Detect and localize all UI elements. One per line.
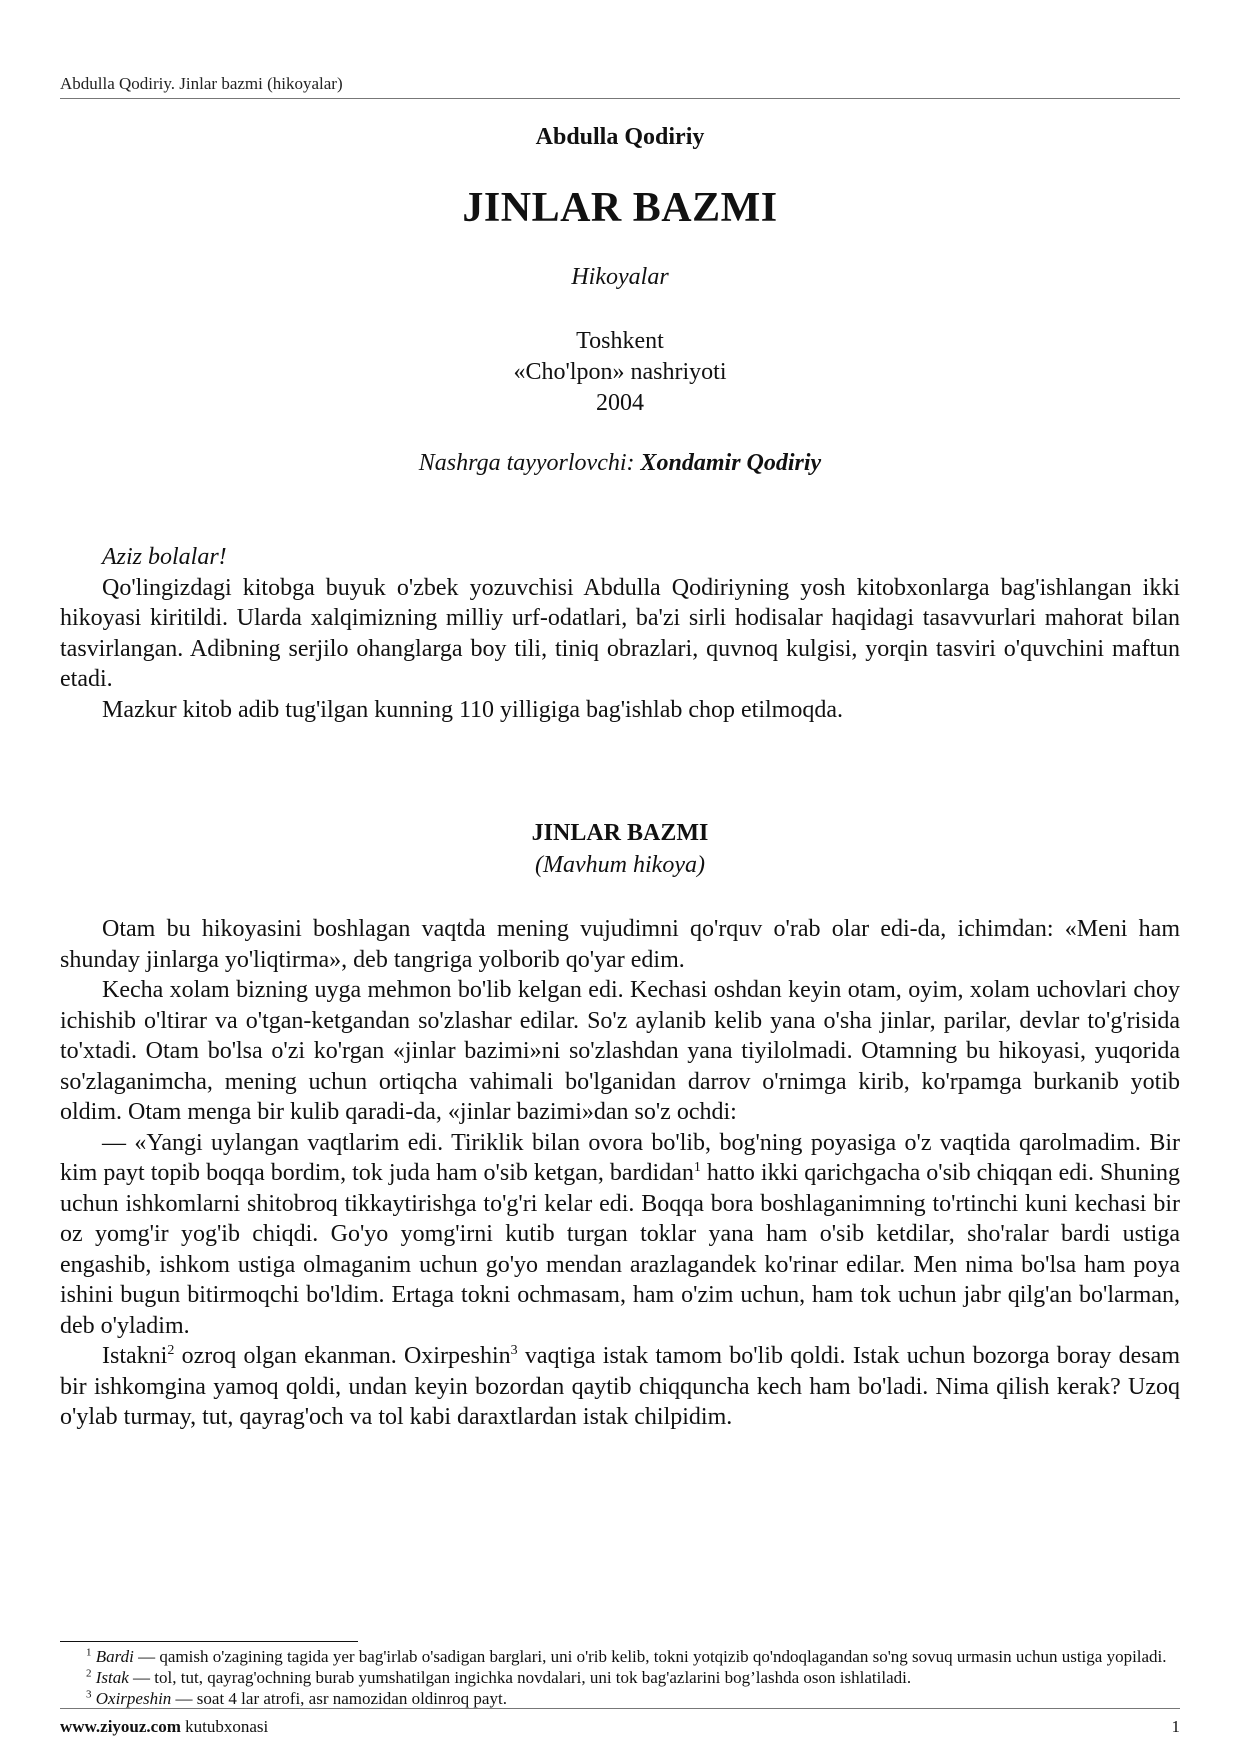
page-number: 1 bbox=[1171, 1717, 1180, 1736]
intro-greeting: Aziz bolalar! bbox=[102, 544, 227, 570]
footnote bbox=[60, 1646, 1180, 1667]
footnote-ref[interactable]: 1 bbox=[693, 1160, 701, 1175]
story-paragraph bbox=[60, 1341, 1180, 1433]
footnote bbox=[60, 1688, 1180, 1709]
footer-source bbox=[60, 1717, 268, 1737]
footer-label: kutubxonasi bbox=[180, 1717, 269, 1736]
publisher: «Cho'lpon» nashriyoti bbox=[513, 359, 727, 385]
footnote-term: Bardi bbox=[95, 1647, 134, 1666]
footnote-text: — soat 4 lar atrofi, asr namozidan oldinroq payt. bbox=[171, 1689, 507, 1708]
page bbox=[60, 0, 1180, 1754]
story-text-run: — «Yangi uylangan vaqtlarim edi. Tiriklik bilan ovora bo'lib, bog'ning poyasiga o'z vaqtida qarolmadim. Bir kim payt topib boqqa bordim, tok juda ham o'sib ketgan, bardidan bbox=[60, 1129, 1180, 1186]
book-title: JINLAR BAZMI bbox=[462, 185, 778, 231]
story-text-run: ozroq olgan ekanman. Oxirpeshin bbox=[174, 1343, 511, 1369]
intro-paragraph: Mazkur kitob adib tug'ilgan kunning 110 yilligiga bag'ishlab chop etilmoqda. bbox=[102, 696, 843, 723]
story-subtitle: (Mavhum hikoya) bbox=[535, 852, 705, 878]
footnotes bbox=[60, 1646, 1180, 1709]
footnote-ref[interactable]: 2 bbox=[167, 1343, 175, 1358]
book-genre: Hikoyalar bbox=[571, 264, 669, 290]
editor-name: Xondamir Qodiriy bbox=[640, 450, 822, 476]
publication-info bbox=[60, 326, 1180, 419]
running-header: Abdulla Qodiriy. Jinlar bazmi (hikoyalar) bbox=[60, 74, 1180, 99]
publication-year: 2004 bbox=[596, 390, 644, 416]
footnote-number: 3 bbox=[86, 1688, 92, 1701]
editor-line bbox=[60, 450, 1180, 477]
intro-section bbox=[60, 542, 1180, 725]
footnote-text: — tol, tut, qayrag'ochning burab yumshatilgan ingichka novdalari, uni tok bag'azlarini bog’lashda oson ishlatiladi. bbox=[128, 1668, 912, 1687]
intro-paragraph: Qo'lingizdagi kitobga buyuk o'zbek yozuvchisi Abdulla Qodiriyning yosh kitobxonlarga bag'ishlangan ikki hikoyasi kiritildi. Ularda xalqimizning milliy urf-odatlari, ba'zi sirli hodisalar haqidagi tasavvurlari mahorat bilan tasvirlangan. Adibning serjilo ohanglarga boy tili, tiniq obrazlari, quvnoq kulgisi, yorqin tasviri o'quvchini maftun etadi. bbox=[60, 574, 1180, 692]
story-paragraph bbox=[60, 1128, 1180, 1342]
footnote-term: Istak bbox=[95, 1668, 129, 1687]
author-name: Abdulla Qodiriy bbox=[535, 124, 705, 150]
publication-city: Toshkent bbox=[576, 328, 664, 354]
footnote-term: Oxirpeshin bbox=[95, 1689, 172, 1708]
story-text-run: Istakni bbox=[102, 1343, 168, 1369]
story-text-run: hatto ikki qarichgacha o'sib chiqqan edi. Shuning uchun ishkomlarni shitobroq tikkaytirishga to'g'ri kelar edi. Boqqa bora boshlaganimning to'rtinchi kuni kechasi bir oz yomg'ir yog'ib chiqdi. Go'yo yomg'irni kutib turgan toklar yana ham o'sib ketdilar, sho'ralar bardi ustiga engashib, ishkom ustiga olmaganim uchun go'yo mendan arazlagandek ko'rinar edilar. Men nima bo'lsa ham poya ishini bugun bitirmoqchi bo'ldim. Ertaga tokni ochmasam, ham o'zim uchun, ham tok uchun jabr qilg'an bo'larman, deb o'yladim. bbox=[60, 1160, 1180, 1339]
footnote-ref[interactable]: 3 bbox=[510, 1343, 518, 1358]
footnote-number: 2 bbox=[86, 1667, 92, 1680]
footer-site-link[interactable]: www.ziyouz.com bbox=[60, 1717, 181, 1736]
story-title: JINLAR BAZMI bbox=[531, 820, 709, 846]
story-text bbox=[60, 914, 1180, 1433]
editor-label: Nashrga tayyorlovchi: bbox=[418, 450, 641, 476]
story-text-run: vaqtiga istak tamom bo'lib qoldi. Istak uchun bozorga boray desam bir ishkomgina yamoq qoldi, undan keyin bozordan qaytib chiqquncha kech ham bo'ladi. Nima qilish kerak? Uzoq o'ylab turmay, tut, qayrag'och va tol kabi daraxtlardan istak chilpidim. bbox=[60, 1343, 1180, 1430]
footnote bbox=[60, 1667, 1180, 1688]
footnote-divider bbox=[60, 1641, 358, 1642]
story-paragraph: Kecha xolam bizning uyga mehmon bo'lib kelgan edi. Kechasi oshdan keyin otam, oyim, xolam uchovlari choy ichishib o'ltirar va o'tgan-ketgandan so'zlashar edilar. So'z aylanib kelib yana o'sha jinlar, parilar, devlar to'g'risida to'xtadi. Otam bo'lsa o'zi ko'rgan «jinlar bazimi»ni so'zlashdan yana tiyilolmadi. Otamning bu hikoyasi, yuqorida so'zlaganimcha, mening uchun ortiqcha vahimali bo'lganidan darrov o'rnimga kirib, ko'rpamga burkanib yotib oldim. Otam menga bir kulib qaradi-da, «jinlar bazimi»dan so'z ochdi: bbox=[60, 977, 1180, 1125]
footnote-number: 1 bbox=[86, 1646, 92, 1659]
footnote-text: — qamish o'zagining tagida yer bag'irlab o'sadigan barglari, uni o'rib kelib, tokni yotqizib qo'ndoqlagandan so'ng sovuq urmasin uchun ustiga yopiladi. bbox=[133, 1647, 1167, 1666]
story-paragraph: Otam bu hikoyasini boshlagan vaqtda mening vujudimni qo'rquv o'rab olar edi-da, ichimdan: «Meni ham shunday jinlarga yo'liqtirma», deb tangriga yolborib qo'yar edim. bbox=[60, 916, 1180, 973]
running-footer bbox=[60, 1708, 1180, 1737]
